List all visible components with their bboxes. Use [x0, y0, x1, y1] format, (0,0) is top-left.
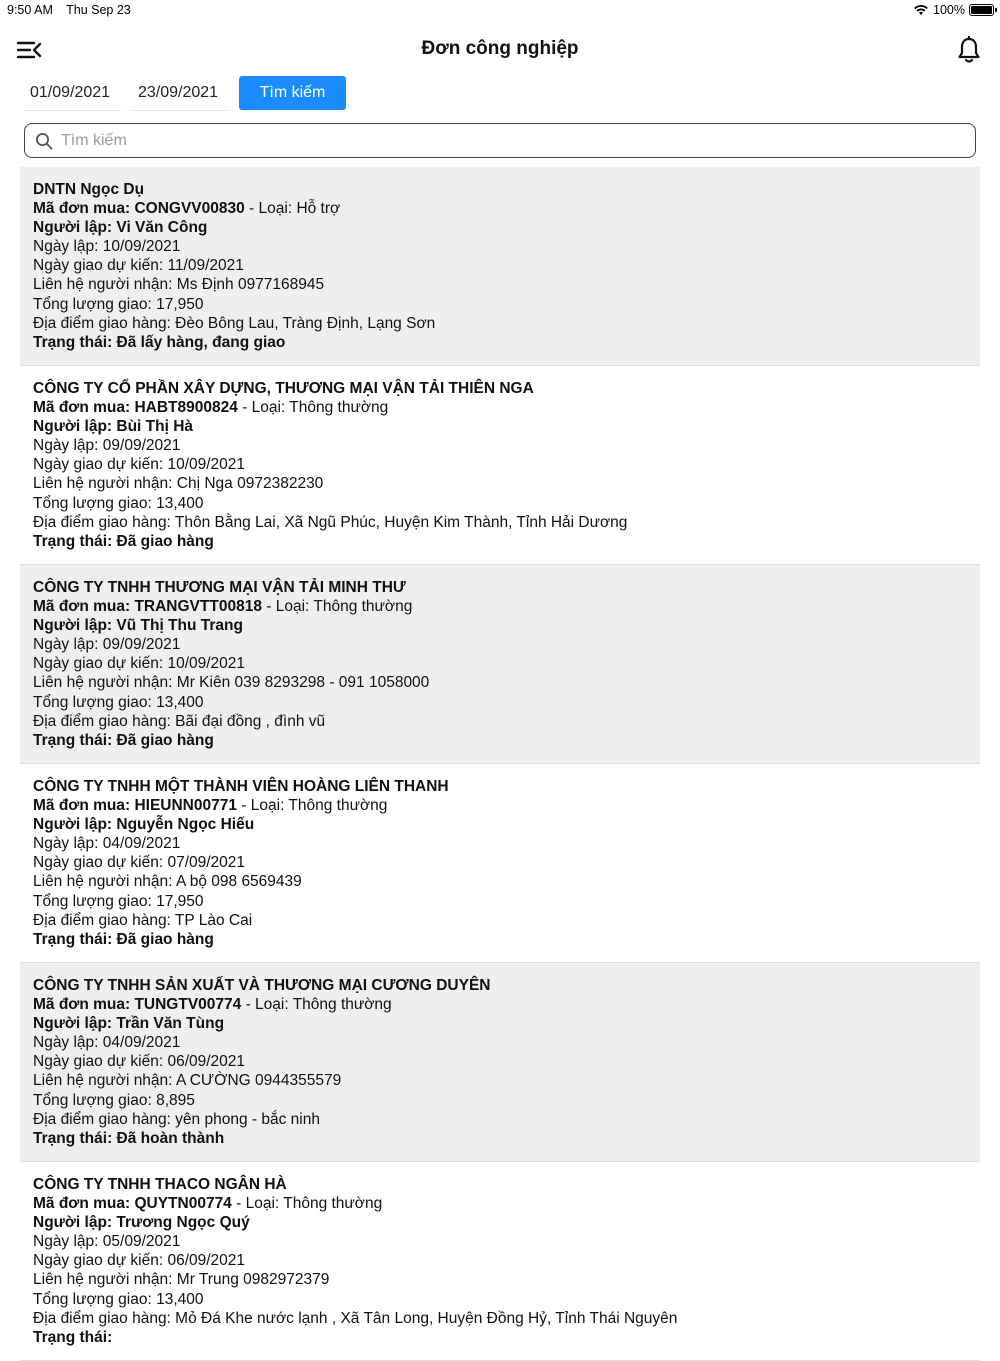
- company-name: CÔNG TY TNHH THACO NGÂN HÀ: [33, 1176, 287, 1193]
- search-button[interactable]: Tìm kiếm: [239, 76, 346, 110]
- page-title: Đơn công nghiệp: [421, 38, 579, 59]
- address-value: Bãi đại đồng , đình vũ: [175, 712, 326, 730]
- created-date-line: [33, 436, 980, 455]
- company-name: CÔNG TY TNHH THƯƠNG MẠI VẬN TẢI MINH THƯ: [33, 579, 406, 596]
- total-qty-value: 17,950: [156, 295, 204, 313]
- order-code-line: [33, 597, 980, 616]
- created-date: 09/09/2021: [102, 437, 181, 455]
- order-type-label: - Loại:: [236, 797, 289, 815]
- bell-icon: [956, 36, 982, 64]
- total-qty-line: [33, 295, 980, 314]
- company-name: CÔNG TY CỔ PHẦN XÂY DỰNG, THƯƠNG MẠI VẬN TẢI THIÊN NGA: [33, 380, 534, 397]
- created-date-label: Ngày lập:: [33, 1034, 103, 1052]
- total-qty-label: Tổng lượng giao:: [33, 1091, 157, 1109]
- total-qty-line: [33, 494, 980, 513]
- contact-label: Liên hệ người nhận:: [33, 674, 177, 692]
- created-date: 10/09/2021: [102, 238, 181, 256]
- status-bar: [0, 0, 1000, 22]
- created-date-label: Ngày lập:: [33, 437, 103, 455]
- creator-name: Trương Ngọc Quý: [116, 1214, 250, 1232]
- total-qty-label: Tổng lượng giao:: [33, 295, 157, 313]
- status-line: [33, 1129, 980, 1148]
- total-qty-line: [33, 1091, 980, 1110]
- address-label: Địa điểm giao hàng:: [33, 1309, 176, 1327]
- expected-delivery-line: [33, 455, 980, 474]
- order-type: Hỗ trợ: [296, 200, 341, 218]
- company-name: CÔNG TY TNHH MỘT THÀNH VIÊN HOÀNG LIÊN THANH: [33, 778, 449, 795]
- creator-line: [33, 616, 980, 635]
- address-value: TP Lào Cai: [174, 911, 253, 929]
- order-code-label: Mã đơn mua:: [33, 200, 135, 218]
- status-label: Trạng thái:: [33, 532, 117, 550]
- status-line: [33, 731, 980, 750]
- expected-delivery-date: 11/09/2021: [167, 257, 244, 275]
- contact-line: [33, 275, 980, 294]
- expected-delivery-label: Ngày giao dự kiến:: [33, 1252, 168, 1270]
- order-code-line: [33, 1194, 980, 1213]
- date-filter: [24, 76, 346, 112]
- status-value: Đã giao hàng: [116, 532, 214, 550]
- total-qty-value: 13,400: [156, 1290, 204, 1308]
- from-date-field[interactable]: [24, 76, 122, 110]
- total-qty-label: Tổng lượng giao:: [33, 892, 157, 910]
- order-type: Thông thường: [283, 1195, 383, 1213]
- address-line: [33, 712, 980, 731]
- order-type-label: - Loại:: [231, 1195, 284, 1213]
- address-line: [33, 1309, 980, 1328]
- status-value: Đã giao hàng: [116, 731, 214, 749]
- contact-value: A bộ 098 6569439: [175, 873, 302, 891]
- created-date-label: Ngày lập:: [33, 835, 103, 853]
- contact-line: [33, 872, 980, 891]
- address-line: [33, 911, 980, 930]
- created-date-line: [33, 1033, 980, 1052]
- status-value: Đã giao hàng: [116, 930, 214, 948]
- order-type: Thông thường: [292, 996, 392, 1014]
- status-date: Thu Sep 23: [66, 3, 131, 17]
- order-card[interactable]: [20, 366, 980, 565]
- status-label: Trạng thái:: [33, 930, 117, 948]
- battery-percent: 100%: [933, 3, 965, 17]
- order-code: CONGVV00830: [134, 200, 245, 218]
- total-qty-line: [33, 1290, 980, 1309]
- creator-name: Trần Văn Tùng: [116, 1015, 225, 1033]
- order-code-line: [33, 398, 980, 417]
- status-line: [33, 532, 980, 551]
- order-type-label: - Loại:: [244, 200, 297, 218]
- order-code: QUYTN00774: [134, 1195, 232, 1213]
- status-label: Trạng thái:: [33, 731, 117, 749]
- address-label: Địa điểm giao hàng:: [33, 513, 175, 531]
- total-qty-line: [33, 892, 980, 911]
- created-date-line: [33, 1232, 980, 1251]
- address-line: [33, 314, 980, 333]
- expected-delivery-label: Ngày giao dự kiến:: [33, 854, 168, 872]
- contact-value: Mr Trung 0982972379: [176, 1271, 330, 1289]
- contact-value: A CƯỜNG 0944355579: [175, 1072, 342, 1090]
- created-date-label: Ngày lập:: [33, 636, 103, 654]
- creator-line: [33, 1213, 980, 1232]
- creator-name: Vũ Thị Thu Trang: [116, 617, 243, 635]
- total-qty-line: [33, 693, 980, 712]
- contact-label: Liên hệ người nhận:: [33, 1072, 176, 1090]
- battery-icon: [969, 4, 994, 16]
- contact-label: Liên hệ người nhận:: [33, 1271, 177, 1289]
- expected-delivery-label: Ngày giao dự kiến:: [33, 456, 168, 474]
- expected-delivery-line: [33, 853, 980, 872]
- order-type-label: - Loại:: [241, 996, 293, 1014]
- contact-line: [33, 1071, 980, 1090]
- status-line: [33, 333, 980, 352]
- status-label: Trạng thái:: [33, 333, 117, 351]
- created-date: 05/09/2021: [102, 1233, 181, 1251]
- expected-delivery-date: 06/09/2021: [167, 1252, 246, 1270]
- company-name: CÔNG TY TNHH SẢN XUẤT VÀ THƯƠNG MẠI CƯƠNG DUYÊN: [33, 977, 491, 994]
- status-value: Đã hoàn thành: [116, 1129, 225, 1147]
- creator-line: [33, 417, 980, 436]
- creator-line: [33, 218, 980, 237]
- address-value: Đèo Bông Lau, Tràng Định, Lạng Sơn: [175, 314, 436, 332]
- company-name: DNTN Ngọc Dụ: [33, 181, 145, 198]
- contact-line: [33, 673, 980, 692]
- address-value: yên phong - bắc ninh: [175, 1110, 320, 1128]
- creator-name: Vi Văn Công: [116, 219, 208, 237]
- contact-value: Mr Kiên 039 8293298 - 091 1058000: [176, 674, 430, 692]
- order-type: Thông thường: [289, 399, 389, 417]
- expected-delivery-date: 10/09/2021: [167, 655, 246, 673]
- contact-label: Liên hệ người nhận:: [33, 276, 177, 294]
- nav-bar: [0, 28, 1000, 72]
- address-label: Địa điểm giao hàng:: [33, 1110, 176, 1128]
- contact-label: Liên hệ người nhận:: [33, 475, 177, 493]
- order-code-line: [33, 199, 980, 218]
- order-code-label: Mã đơn mua:: [33, 797, 135, 815]
- total-qty-value: 8,895: [156, 1091, 195, 1109]
- expected-delivery-line: [33, 1251, 980, 1270]
- order-code-line: [33, 796, 980, 815]
- expected-delivery-label: Ngày giao dự kiến:: [33, 655, 168, 673]
- address-label: Địa điểm giao hàng:: [33, 712, 176, 730]
- expected-delivery-line: [33, 654, 980, 673]
- order-code: TRANGVTT00818: [134, 598, 262, 616]
- creator-name: Nguyễn Ngọc Hiếu: [116, 816, 255, 834]
- expected-delivery-label: Ngày giao dự kiến:: [33, 1053, 168, 1071]
- order-type: Thông thường: [313, 598, 413, 616]
- notification-button[interactable]: [956, 36, 982, 64]
- address-value: Mỏ Đá Khe nước lạnh , Xã Tân Long, Huyện Đồng Hỷ, Tỉnh Thái Nguyên: [175, 1309, 678, 1327]
- order-list[interactable]: [20, 167, 980, 1346]
- address-line: [33, 1110, 980, 1129]
- order-code: HIEUNN00771: [134, 797, 237, 815]
- order-card[interactable]: [20, 1162, 980, 1361]
- created-date: 09/09/2021: [102, 636, 181, 654]
- creator-label: Người lập:: [33, 219, 117, 237]
- creator-label: Người lập:: [33, 816, 117, 834]
- contact-label: Liên hệ người nhận:: [33, 873, 176, 891]
- to-date-field[interactable]: [132, 76, 229, 110]
- creator-label: Người lập:: [33, 418, 117, 436]
- search-input[interactable]: [61, 132, 975, 150]
- order-code-line: [33, 995, 980, 1014]
- address-line: [33, 513, 980, 532]
- search-bar[interactable]: [24, 123, 976, 158]
- total-qty-value: 13,400: [156, 693, 204, 711]
- expected-delivery-label: Ngày giao dự kiến:: [33, 257, 168, 275]
- created-date: 04/09/2021: [102, 1034, 181, 1052]
- creator-label: Người lập:: [33, 1214, 117, 1232]
- address-value: Thôn Bằng Lai, Xã Ngũ Phúc, Huyện Kim Thành, Tỉnh Hải Dương: [174, 513, 628, 531]
- order-type-label: - Loại:: [261, 598, 314, 616]
- expected-delivery-line: [33, 1052, 980, 1071]
- created-date-label: Ngày lập:: [33, 238, 103, 256]
- created-date: 04/09/2021: [102, 835, 181, 853]
- created-date-label: Ngày lập:: [33, 1233, 103, 1251]
- created-date-line: [33, 635, 980, 654]
- address-label: Địa điểm giao hàng:: [33, 314, 176, 332]
- contact-line: [33, 474, 980, 493]
- expected-delivery-date: 10/09/2021: [167, 456, 246, 474]
- expected-delivery-line: [33, 256, 980, 275]
- expected-delivery-date: 07/09/2021: [167, 854, 246, 872]
- total-qty-value: 17,950: [156, 892, 204, 910]
- order-type-label: - Loại:: [237, 399, 290, 417]
- creator-name: Bùi Thị Hà: [116, 418, 194, 436]
- status-line: [33, 1328, 980, 1347]
- status-time: 9:50 AM: [7, 3, 53, 17]
- status-value: Đã lấy hàng, đang giao: [116, 333, 286, 351]
- search-icon: [35, 132, 53, 150]
- order-code: TUNGTV00774: [134, 996, 242, 1014]
- status-label: Trạng thái:: [33, 1328, 113, 1346]
- order-code: HABT8900824: [134, 399, 238, 417]
- creator-label: Người lập:: [33, 1015, 117, 1033]
- total-qty-label: Tổng lượng giao:: [33, 494, 157, 512]
- created-date-line: [33, 237, 980, 256]
- address-label: Địa điểm giao hàng:: [33, 911, 175, 929]
- contact-value: Chị Nga 0972382230: [176, 475, 324, 493]
- created-date-line: [33, 834, 980, 853]
- order-card[interactable]: [20, 963, 980, 1162]
- status-label: Trạng thái:: [33, 1129, 117, 1147]
- order-card[interactable]: [20, 764, 980, 963]
- order-card[interactable]: [20, 167, 980, 366]
- wifi-icon: [913, 4, 929, 16]
- contact-line: [33, 1270, 980, 1289]
- expected-delivery-date: 06/09/2021: [167, 1053, 246, 1071]
- total-qty-value: 13,400: [156, 494, 204, 512]
- order-code-label: Mã đơn mua:: [33, 996, 135, 1014]
- order-code-label: Mã đơn mua:: [33, 1195, 135, 1213]
- order-code-label: Mã đơn mua:: [33, 399, 135, 417]
- order-card[interactable]: [20, 565, 980, 764]
- contact-value: Ms Định 0977168945: [176, 276, 325, 294]
- status-line: [33, 930, 980, 949]
- total-qty-label: Tổng lượng giao:: [33, 1290, 157, 1308]
- order-code-label: Mã đơn mua:: [33, 598, 135, 616]
- order-type: Thông thường: [288, 797, 388, 815]
- creator-label: Người lập:: [33, 617, 117, 635]
- creator-line: [33, 1014, 980, 1033]
- total-qty-label: Tổng lượng giao:: [33, 693, 157, 711]
- creator-line: [33, 815, 980, 834]
